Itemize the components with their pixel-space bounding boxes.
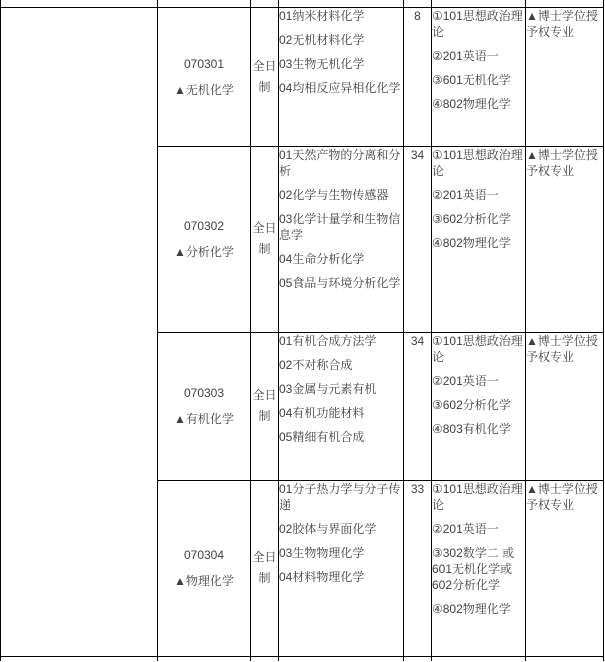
exam-subjects-cell xyxy=(432,480,526,656)
research-directions-cell xyxy=(279,332,404,480)
program-code-cell xyxy=(158,480,251,656)
program-name: ▲无机化学 xyxy=(174,82,234,97)
program-code-cell xyxy=(158,146,251,332)
program-code: 070302 xyxy=(183,219,225,233)
exam-item: ①101思想政治理论 xyxy=(432,333,523,364)
research-directions-cell xyxy=(279,146,404,332)
remark-cell xyxy=(526,480,604,656)
program-code: 070303 xyxy=(183,386,225,400)
empty-cell xyxy=(158,0,251,7)
research-directions-cell xyxy=(279,7,404,146)
exam-item: ②201英语一 xyxy=(432,373,499,388)
empty-cell xyxy=(432,656,526,661)
direction-item: 04有机功能材料 xyxy=(279,405,365,420)
direction-item: 03化学计量学和生物信息学 xyxy=(279,211,401,242)
direction-item: 02化学与生物传感器 xyxy=(279,187,389,202)
remark-cell xyxy=(526,146,604,332)
empty-cell xyxy=(158,656,251,661)
remark-cell xyxy=(526,332,604,480)
direction-item: 05精细有机合成 xyxy=(279,429,365,444)
exam-item: ①101思想政治理论 xyxy=(432,8,523,39)
exam-item: ③602分析化学 xyxy=(432,397,511,412)
study-mode-cell: 全日制 xyxy=(251,332,279,480)
direction-item: 04生命分析化学 xyxy=(279,251,365,266)
program-code-cell xyxy=(158,332,251,480)
direction-item: 02不对称合成 xyxy=(279,357,353,372)
enrollment-count-cell: 34 xyxy=(404,332,432,480)
empty-cell xyxy=(404,656,432,661)
remark-text: ▲博士学位授予权专业 xyxy=(526,333,598,364)
direction-item: 01纳米材料化学 xyxy=(279,8,365,23)
program-name: ▲有机化学 xyxy=(174,412,234,426)
remark-cell xyxy=(526,7,604,146)
empty-cell xyxy=(526,0,604,7)
exam-subjects-cell xyxy=(432,7,526,146)
exam-item: ④803有机化学 xyxy=(432,421,511,436)
exam-item: ①101思想政治理论 xyxy=(432,481,523,512)
direction-item: 02无机材料化学 xyxy=(279,32,365,47)
exam-item: ④802物理化学 xyxy=(432,601,511,616)
exam-item: ③601无机化学 xyxy=(432,72,511,87)
enrollment-count-cell: 8 xyxy=(404,7,432,146)
partial-row-bottom xyxy=(1,656,604,661)
empty-cell xyxy=(279,656,404,661)
exam-item: ③302数学二 或601无机化学或602分析化学 xyxy=(432,545,515,592)
program-code-cell xyxy=(158,7,251,146)
exam-subjects-cell xyxy=(432,332,526,480)
enrollment-count-cell: 33 xyxy=(404,480,432,656)
direction-item: 03金属与元素有机 xyxy=(279,381,377,396)
enrollment-count-cell: 34 xyxy=(404,146,432,332)
empty-cell xyxy=(404,0,432,7)
empty-cell xyxy=(1,656,158,661)
program-name: ▲物理化学 xyxy=(174,574,234,588)
research-directions-cell xyxy=(279,480,404,656)
table-row-070301 xyxy=(1,7,604,146)
exam-item: ①101思想政治理论 xyxy=(432,147,523,178)
exam-item: ②201英语一 xyxy=(432,187,499,202)
empty-cell xyxy=(526,656,604,661)
exam-item: ②201英语一 xyxy=(432,48,499,63)
empty-cell xyxy=(279,0,404,7)
exam-item: ④802物理化学 xyxy=(432,235,511,250)
exam-subjects-cell xyxy=(432,146,526,332)
study-mode-cell: 全日制 xyxy=(251,7,279,146)
remark-text: ▲博士学位授予权专业 xyxy=(526,8,598,39)
program-name: ▲分析化学 xyxy=(174,245,234,259)
program-code: 070304 xyxy=(183,548,225,562)
direction-item: 05食品与环境分析化学 xyxy=(279,275,401,290)
remark-text: ▲博士学位授予权专业 xyxy=(526,147,598,178)
study-mode-cell: 全日制 xyxy=(251,146,279,332)
exam-item: ②201英语一 xyxy=(432,521,499,536)
empty-cell xyxy=(251,0,279,7)
program-code: 070301 xyxy=(183,56,225,71)
direction-item: 01天然产物的分离和分析 xyxy=(279,147,401,178)
remark-text: ▲博士学位授予权专业 xyxy=(526,481,598,512)
empty-cell xyxy=(251,656,279,661)
direction-item: 03生物无机化学 xyxy=(279,56,365,71)
direction-item: 04均相反应异相化化学 xyxy=(279,80,401,95)
department-cell-empty xyxy=(1,7,158,656)
direction-item: 01有机合成方法学 xyxy=(279,333,377,348)
study-mode-cell: 全日制 xyxy=(251,480,279,656)
direction-item: 02胶体与界面化学 xyxy=(279,521,377,536)
direction-item: 01分子热力学与分子传递 xyxy=(279,481,401,512)
empty-cell xyxy=(1,0,158,7)
direction-item: 03生物物理化学 xyxy=(279,545,365,560)
exam-item: ④802物理化学 xyxy=(432,96,511,111)
empty-cell xyxy=(432,0,526,7)
direction-item: 04材料物理化学 xyxy=(279,569,365,584)
partial-row-top xyxy=(1,0,604,7)
exam-item: ③602分析化学 xyxy=(432,211,511,226)
